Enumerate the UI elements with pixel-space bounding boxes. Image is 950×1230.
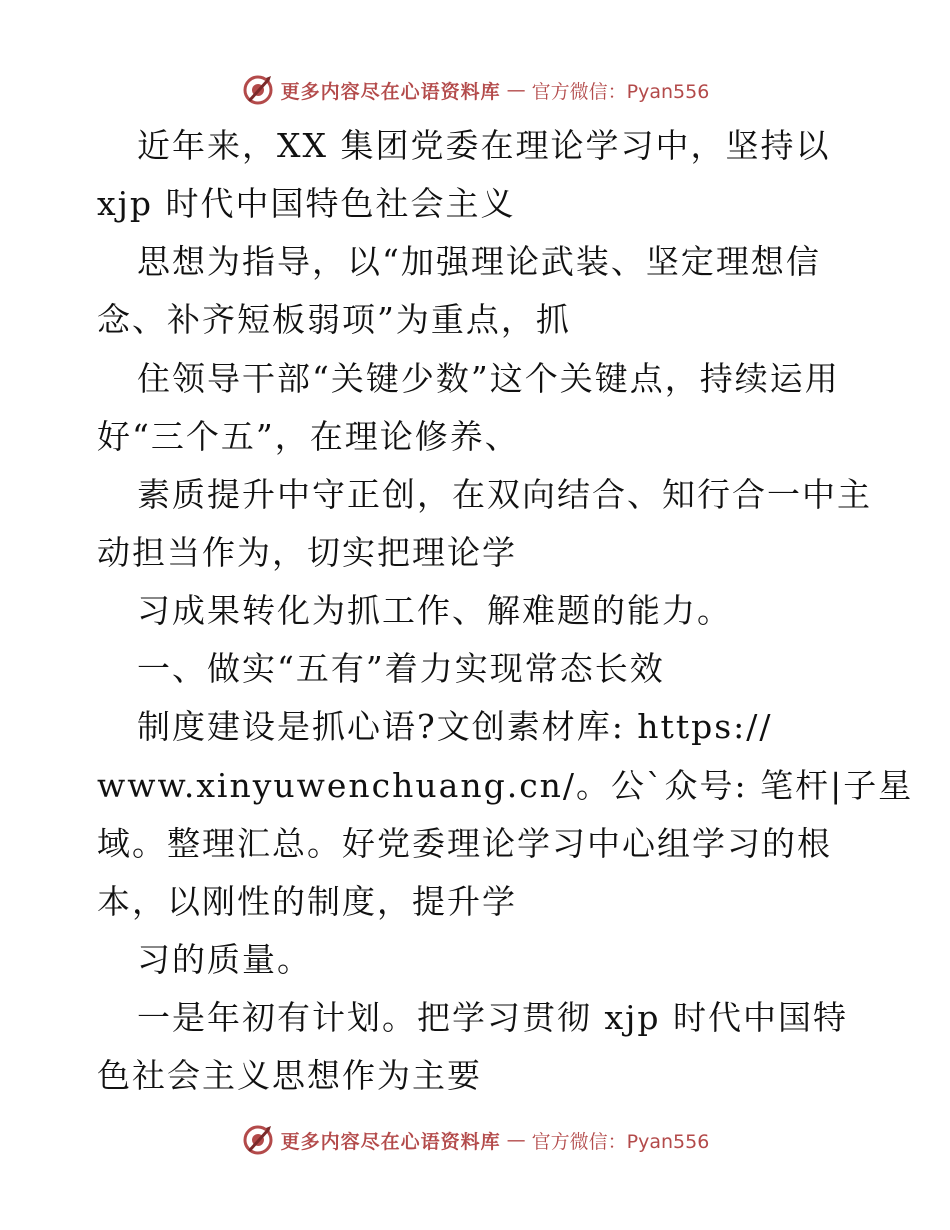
- text-line: 色社会主义思想作为主要: [97, 1056, 482, 1095]
- header-banner-text: 更多内容尽在心语资料库: [280, 80, 501, 103]
- footer-watermark-banner: [0, 1120, 950, 1160]
- footer-banner-separator: —: [506, 1129, 526, 1151]
- header-watermark-banner: [0, 70, 950, 110]
- text-line: 习的质量。: [137, 940, 312, 979]
- footer-banner-inner: [241, 1123, 710, 1157]
- header-banner-inner: [241, 73, 710, 107]
- text-line: 本，以刚性的制度，提升学: [97, 882, 517, 921]
- footer-banner-wechat: 官方微信：Pyan556: [531, 1130, 710, 1153]
- text-line: www.xinyuwenchuang.cn/。公`众号: 笔杆|子星: [97, 766, 914, 805]
- text-line: 一是年初有计划。把学习贯彻 xjp 时代中国特: [137, 998, 848, 1037]
- text-line: 住领导干部“关键少数”这个关键点，持续运用: [137, 359, 840, 398]
- text-line: 好“三个五”，在理论修养、: [97, 417, 520, 456]
- header-banner-wechat: 官方微信：Pyan556: [531, 80, 710, 103]
- text-line: 素质提升中守正创，在双向结合、知行合一中主: [137, 475, 872, 514]
- text-line: 动担当作为，切实把理论学: [97, 533, 517, 572]
- pen-circle-logo-icon: [241, 73, 275, 107]
- pen-circle-logo-icon: [241, 1123, 275, 1157]
- section-heading: 一、做实“五有”着力实现常态长效: [137, 649, 665, 688]
- text-line: xjp 时代中国特色社会主义: [97, 184, 516, 223]
- text-line: 思想为指导，以“加强理论武装、坚定理想信: [137, 242, 821, 281]
- header-banner-separator: —: [506, 79, 526, 101]
- text-line: 念、补齐短板弱项”为重点，抓: [97, 300, 571, 339]
- footer-banner-text: 更多内容尽在心语资料库: [280, 1130, 501, 1153]
- text-line: 近年来，XX 集团党委在理论学习中，坚持以: [137, 126, 831, 165]
- text-line: 习成果转化为抓工作、解难题的能力。: [137, 591, 732, 630]
- text-line: 域。整理汇总。好党委理论学习中心组学习的根: [97, 824, 832, 863]
- text-line: 制度建设是抓心语?文创素材库: https://: [137, 707, 773, 746]
